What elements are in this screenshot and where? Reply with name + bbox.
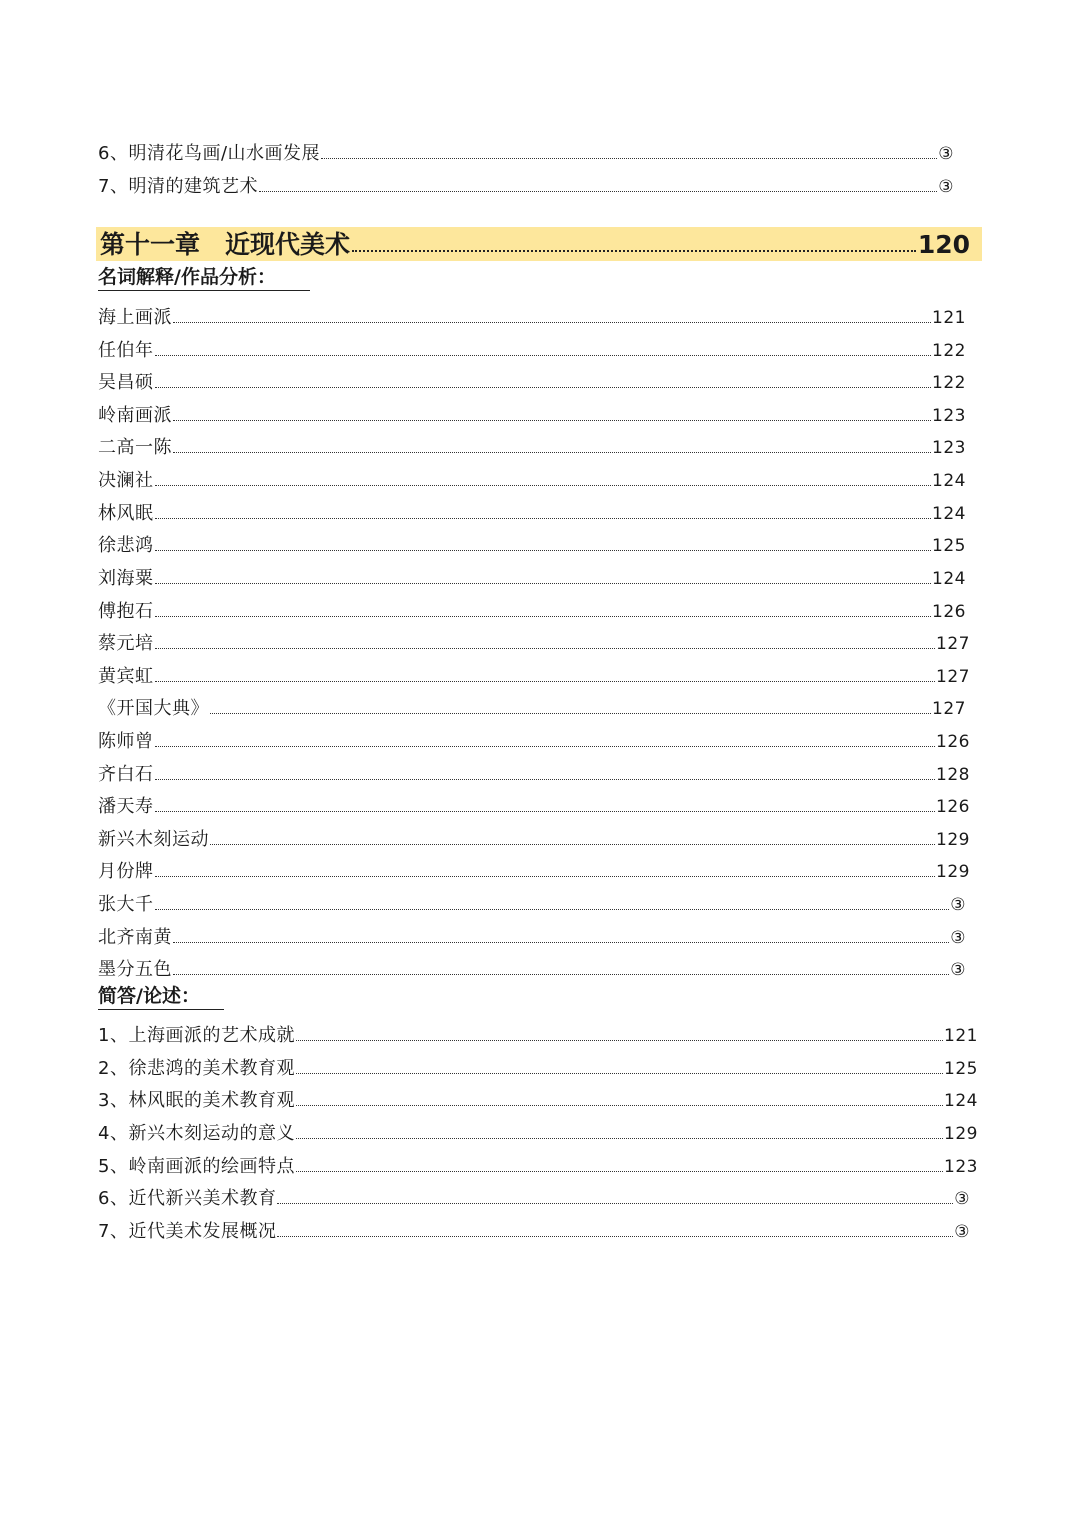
toc-entry-label: 陈师曾	[98, 731, 154, 752]
section-title-essay: 简答/论述：	[98, 987, 224, 1010]
toc-entry-page: 128	[936, 765, 970, 785]
toc-entry-page: 127	[936, 634, 970, 654]
toc-entry[interactable]	[98, 623, 970, 653]
toc-entry-page: 123	[932, 406, 966, 426]
toc-entry-page: ③	[950, 895, 966, 915]
toc-entry-label: 刘海粟	[98, 568, 154, 589]
toc-entry[interactable]	[98, 525, 966, 555]
toc-entry-page: ③	[954, 1189, 970, 1209]
toc-entry-page: ③	[950, 928, 966, 948]
dot-leader	[155, 583, 932, 584]
toc-entry-page: 129	[944, 1124, 978, 1144]
toc-entry-page: 126	[936, 797, 970, 817]
toc-entry[interactable]	[98, 427, 966, 457]
toc-entry-label: 4、新兴木刻运动的意义	[98, 1123, 295, 1144]
toc-entry[interactable]	[98, 460, 966, 490]
dot-leader	[155, 485, 932, 486]
toc-entry-page: ③	[954, 1222, 970, 1242]
toc-entry[interactable]	[98, 1211, 970, 1241]
dot-leader	[296, 1171, 943, 1172]
chapter-title: 第十一章 近现代美术	[100, 229, 351, 259]
toc-entry-label: 6、明清花鸟画/山水画发展	[98, 143, 321, 164]
dot-leader	[296, 1138, 943, 1139]
dot-leader	[296, 1073, 943, 1074]
toc-entry[interactable]	[98, 297, 966, 327]
toc-entry-label: 吴昌硕	[98, 372, 154, 393]
dot-leader	[210, 713, 931, 714]
dot-leader	[352, 250, 916, 252]
toc-entry-label: 岭南画派	[98, 405, 172, 426]
dot-leader	[155, 616, 932, 617]
toc-entry-page: ③	[938, 177, 954, 197]
toc-entry-label: 2、徐悲鸿的美术教育观	[98, 1058, 295, 1079]
toc-entry-page: 129	[936, 862, 970, 882]
toc-entry-page: 122	[932, 341, 966, 361]
dot-leader	[173, 452, 931, 453]
dot-leader	[155, 746, 936, 747]
chapter-heading[interactable]	[96, 227, 982, 261]
toc-entry-page: ③	[938, 144, 954, 164]
dot-leader	[173, 322, 931, 323]
toc-entry-label: 傅抱石	[98, 601, 154, 622]
toc-entry[interactable]	[98, 1080, 978, 1110]
toc-entry-page: 124	[932, 471, 966, 491]
toc-entry-label: 二高一陈	[98, 437, 172, 458]
toc-entry[interactable]	[98, 1113, 978, 1143]
toc-entry[interactable]	[98, 1178, 970, 1208]
dot-leader	[296, 1105, 943, 1106]
toc-entry-page: 124	[944, 1091, 978, 1111]
dot-leader	[173, 974, 949, 975]
toc-entry[interactable]	[98, 884, 966, 914]
toc-entry-label: 1、上海画派的艺术成就	[98, 1025, 295, 1046]
toc-entry-label: 月份牌	[98, 861, 154, 882]
dot-leader	[277, 1203, 953, 1204]
toc-entry-page: 125	[944, 1059, 978, 1079]
toc-entry[interactable]	[98, 1048, 978, 1078]
toc-entry-label: 任伯年	[98, 340, 154, 361]
dot-leader	[277, 1236, 953, 1237]
toc-entry-label: 潘天寿	[98, 796, 154, 817]
toc-entry[interactable]	[98, 591, 966, 621]
dot-leader	[155, 779, 936, 780]
toc-entry-page: 121	[944, 1026, 978, 1046]
toc-entry[interactable]	[98, 917, 966, 947]
toc-entry-label: 齐白石	[98, 764, 154, 785]
toc-entry-page: 122	[932, 373, 966, 393]
toc-entry-page: 124	[932, 569, 966, 589]
toc-entry-label: 北齐南黄	[98, 927, 172, 948]
toc-entry[interactable]	[98, 721, 970, 751]
toc-entry[interactable]	[98, 786, 970, 816]
toc-entry-page: ③	[950, 960, 966, 980]
toc-entry-label: 徐悲鸿	[98, 535, 154, 556]
toc-entry-page: 124	[932, 504, 966, 524]
dot-leader	[155, 681, 936, 682]
toc-entry-page: 127	[932, 699, 966, 719]
toc-entry-page: 129	[936, 830, 970, 850]
dot-leader	[155, 550, 932, 551]
toc-entry[interactable]	[98, 819, 970, 849]
dot-leader	[155, 909, 950, 910]
toc-entry[interactable]	[98, 1015, 978, 1045]
toc-entry-label: 6、近代新兴美术教育	[98, 1188, 277, 1209]
toc-entry-label: 墨分五色	[98, 959, 172, 980]
dot-leader	[155, 355, 932, 356]
toc-entry-label: 7、明清的建筑艺术	[98, 176, 258, 197]
toc-entry-page: 125	[932, 536, 966, 556]
toc-entry-label: 张大千	[98, 894, 154, 915]
toc-entry-label: 7、近代美术发展概况	[98, 1221, 277, 1242]
toc-entry[interactable]	[98, 133, 954, 163]
dot-leader	[210, 844, 935, 845]
toc-entry[interactable]	[98, 558, 966, 588]
dot-leader	[321, 158, 937, 159]
toc-entry-label: 林风眠	[98, 503, 154, 524]
toc-entry[interactable]	[98, 395, 966, 425]
toc-entry-label: 黄宾虹	[98, 666, 154, 687]
toc-entry-label: 蔡元培	[98, 633, 154, 654]
toc-entry-page: 127	[936, 667, 970, 687]
dot-leader	[155, 648, 936, 649]
chapter-page: 120	[917, 229, 970, 259]
toc-entry[interactable]	[98, 166, 954, 196]
dot-leader	[155, 876, 936, 877]
toc-entry-label: 5、岭南画派的绘画特点	[98, 1156, 295, 1177]
dot-leader	[259, 191, 937, 192]
toc-entry-label: 3、林风眠的美术教育观	[98, 1090, 295, 1111]
toc-entry[interactable]	[98, 949, 966, 979]
toc-entry[interactable]	[98, 330, 966, 360]
toc-entry-label: 新兴木刻运动	[98, 829, 209, 850]
toc-entry[interactable]	[98, 851, 970, 881]
toc-entry[interactable]	[98, 493, 966, 523]
toc-entry[interactable]	[98, 688, 966, 718]
toc-entry-label: 海上画派	[98, 307, 172, 328]
section-title-terms: 名词解释/作品分析：	[98, 268, 310, 291]
dot-leader	[155, 811, 936, 812]
toc-entry-page: 121	[932, 308, 966, 328]
dot-leader	[173, 420, 931, 421]
toc-entry-label: 决澜社	[98, 470, 154, 491]
toc-entry-page: 123	[932, 438, 966, 458]
toc-entry-label: 《开国大典》	[98, 698, 209, 719]
toc-entry[interactable]	[98, 362, 966, 392]
dot-leader	[296, 1040, 943, 1041]
toc-entry[interactable]	[98, 1146, 978, 1176]
dot-leader	[155, 518, 932, 519]
toc-entry-page: 123	[944, 1157, 978, 1177]
toc-entry-page: 126	[936, 732, 970, 752]
toc-entry-page: 126	[932, 602, 966, 622]
toc-entry[interactable]	[98, 754, 970, 784]
dot-leader	[155, 387, 932, 388]
toc-entry[interactable]	[98, 656, 970, 686]
dot-leader	[173, 942, 949, 943]
